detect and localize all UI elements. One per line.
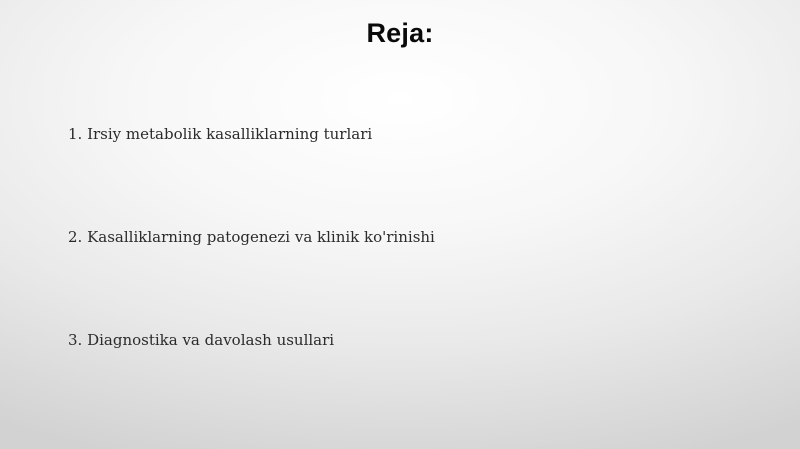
slide-title: Reja: [366,18,434,48]
plan-item-3: 3. Diagnostika va davolash usullari [68,331,335,349]
plan-item-1: 1. Irsiy metabolik kasalliklarning turlari [68,125,373,143]
plan-item-2: 2. Kasalliklarning patogenezi va klinik ko'rinishi [68,228,435,246]
